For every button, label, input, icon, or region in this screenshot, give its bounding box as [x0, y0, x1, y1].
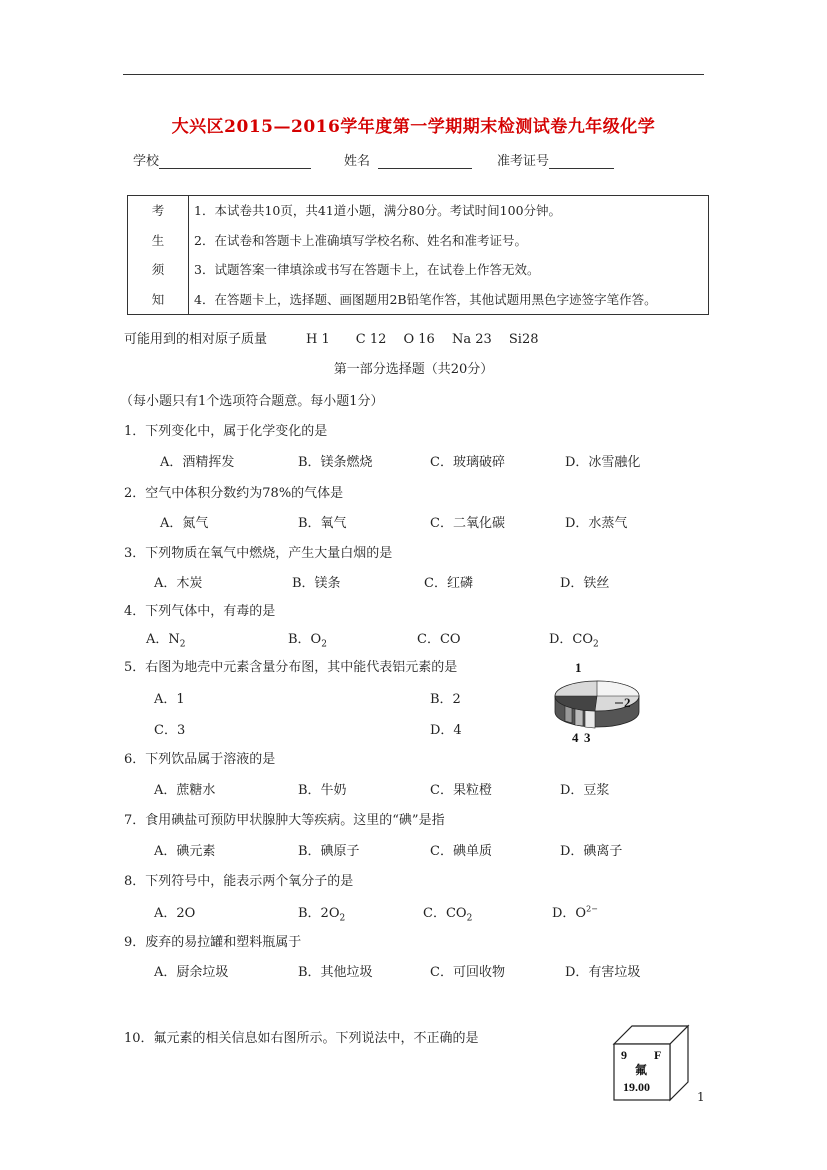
q6-option-c[interactable]: C．果粒橙: [430, 783, 492, 798]
q2-option-c[interactable]: C．二氧化碳: [430, 516, 505, 531]
q9-option-a[interactable]: A．厨余垃圾: [154, 965, 229, 980]
q5-option-c[interactable]: C．3: [154, 723, 186, 738]
school-blank[interactable]: [159, 154, 311, 169]
q8-b-sub: 2: [339, 913, 346, 924]
q8-option-b[interactable]: [298, 902, 345, 924]
atomic-mass: 19.00: [623, 1080, 650, 1094]
pie-label: 3: [584, 730, 591, 745]
q4-b-text: B．O: [288, 632, 322, 647]
notice-side-label: [128, 196, 189, 315]
q3-option-d[interactable]: D．铁丝: [560, 576, 610, 591]
q3-option-b[interactable]: B．镁条: [292, 576, 341, 591]
q8-option-c[interactable]: [423, 902, 472, 924]
exam-notice-table: [127, 195, 709, 315]
q6-option-d[interactable]: D．豆浆: [560, 783, 610, 798]
question-3-stem: 3．下列物质在氧气中燃烧，产生大量白烟的是: [124, 546, 393, 561]
q6-option-a[interactable]: A．蔗糖水: [154, 783, 216, 798]
q8-c-sub: 2: [466, 913, 473, 924]
crust-element-pie-figure: [545, 658, 645, 746]
question-7-stem: 7．食用碘盐可预防甲状腺肿大等疾病。这里的“碘”是指: [124, 813, 445, 828]
name-label: 姓名: [344, 154, 371, 169]
q7-option-a[interactable]: A．碘元素: [154, 844, 216, 859]
q1-option-a[interactable]: A．酒精挥发: [160, 455, 235, 470]
q8-d-sup: 2−: [586, 904, 598, 914]
question-9-stem: 9．废弃的易拉罐和塑料瓶属于: [124, 935, 302, 950]
exam-id-blank[interactable]: [549, 154, 614, 169]
notice-side-char: 须: [151, 262, 165, 277]
fluorine-element-card: [612, 1024, 692, 1104]
exam-id-label: 准考证号: [497, 154, 550, 169]
atomic-number: 9: [621, 1048, 627, 1062]
pie-label: 2: [624, 695, 631, 710]
exam-id-field: [497, 150, 614, 169]
notice-item: 2．在试卷和答题卡上准确填写学校名称、姓名和准考证号。: [194, 232, 527, 248]
q7-option-d[interactable]: D．碘离子: [560, 844, 623, 859]
q4-a-text: A．N: [146, 632, 180, 647]
q9-option-b[interactable]: B．其他垃圾: [298, 965, 373, 980]
q1-option-d[interactable]: D．冰雪融化: [565, 455, 641, 470]
q4-b-sub: 2: [321, 639, 327, 650]
notice-items: [189, 196, 709, 315]
q2-option-b[interactable]: B．氧气: [298, 516, 347, 531]
atomic-masses: 可能用到的相对原子质量 H 1 C 12 O 16 Na 23 Si28: [124, 332, 539, 347]
q1-option-b[interactable]: B．镁条燃烧: [298, 455, 373, 470]
page-number: 1: [697, 1090, 705, 1104]
q8-option-a[interactable]: A．2O: [154, 906, 196, 921]
q4-a-sub: 2: [179, 639, 186, 650]
pie-slice-4-side: [575, 708, 583, 726]
q5-option-d[interactable]: D．4: [430, 723, 462, 738]
q9-option-d[interactable]: D．有害垃圾: [565, 965, 641, 980]
element-name: 氟: [635, 1063, 648, 1077]
q6-option-b[interactable]: B．牛奶: [298, 783, 347, 798]
q2-option-a[interactable]: A．氮气: [160, 516, 209, 531]
q4-option-b[interactable]: [288, 628, 327, 650]
question-6-stem: 6．下列饮品属于溶液的是: [124, 752, 276, 767]
notice-side-char: 知: [151, 291, 165, 307]
notice-item: 1．本试卷共10页，共41道小题，满分80分。考试时间100分钟。: [194, 203, 562, 218]
notice-item: 3．试题答案一律填涂或书写在答题卡上，在试卷上作答无效。: [194, 262, 540, 277]
exam-title: 大兴区2015—2016学年度第一学期期末检测试卷九年级化学: [171, 117, 656, 137]
q4-option-d[interactable]: [549, 628, 599, 650]
notice-side-char: 考: [151, 203, 165, 218]
q8-option-d[interactable]: [552, 902, 598, 921]
name-field: [344, 150, 472, 169]
question-10-stem: 10．氟元素的相关信息如右图所示。下列说法中，不正确的是: [124, 1031, 479, 1046]
notice-side-char: 生: [151, 232, 165, 248]
q4-option-c[interactable]: C．CO: [417, 632, 461, 647]
q2-option-d[interactable]: D．水蒸气: [565, 516, 628, 531]
section-note: （每小题只有1个选项符合题意。每小题1分）: [120, 394, 384, 409]
q7-option-b[interactable]: B．碘原子: [298, 844, 360, 859]
question-2-stem: 2．空气中体积分数约为78%的气体是: [124, 486, 344, 501]
pie-label: 1: [575, 660, 582, 675]
q3-option-c[interactable]: C．红磷: [424, 576, 473, 591]
header-rule: [123, 74, 704, 75]
q7-option-c[interactable]: C．碘单质: [430, 844, 492, 859]
q9-option-c[interactable]: C．可回收物: [430, 965, 505, 980]
question-8-stem: 8．下列符号中，能表示两个氧分子的是: [124, 874, 354, 889]
q4-d-sub: 2: [593, 639, 599, 650]
question-4-stem: 4．下列气体中，有毒的是: [124, 604, 276, 619]
q1-option-c[interactable]: C．玻璃破碎: [430, 455, 505, 470]
pie-slice-3-side: [585, 710, 595, 728]
school-field: [133, 150, 311, 169]
q5-option-a[interactable]: A．1: [154, 692, 185, 707]
school-label: 学校: [133, 154, 160, 169]
element-symbol: F: [654, 1048, 662, 1062]
pie-label: 4: [572, 730, 579, 745]
pie-slice-2: [597, 681, 639, 696]
q8-d-text: D．O: [552, 906, 587, 921]
question-5-stem: 5．右图为地壳中元素含量分布图，其中能代表铝元素的是: [124, 660, 458, 675]
q4-option-a[interactable]: [146, 628, 186, 650]
q5-option-b[interactable]: B．2: [430, 692, 461, 707]
question-1-stem: 1．下列变化中，属于化学变化的是: [124, 424, 328, 439]
notice-item: 4．在答题卡上，选择题、画图题用2B铅笔作答，其他试题用黑色字迹签字笔作答。: [194, 291, 657, 307]
section-title: 第一部分选择题（共20分）: [333, 362, 494, 377]
q8-c-text: C．CO: [423, 906, 467, 921]
q8-b-text: B．2O: [298, 906, 340, 921]
q4-d-text: D．CO: [549, 632, 594, 647]
q3-option-a[interactable]: A．木炭: [154, 576, 203, 591]
name-blank[interactable]: [378, 154, 472, 169]
